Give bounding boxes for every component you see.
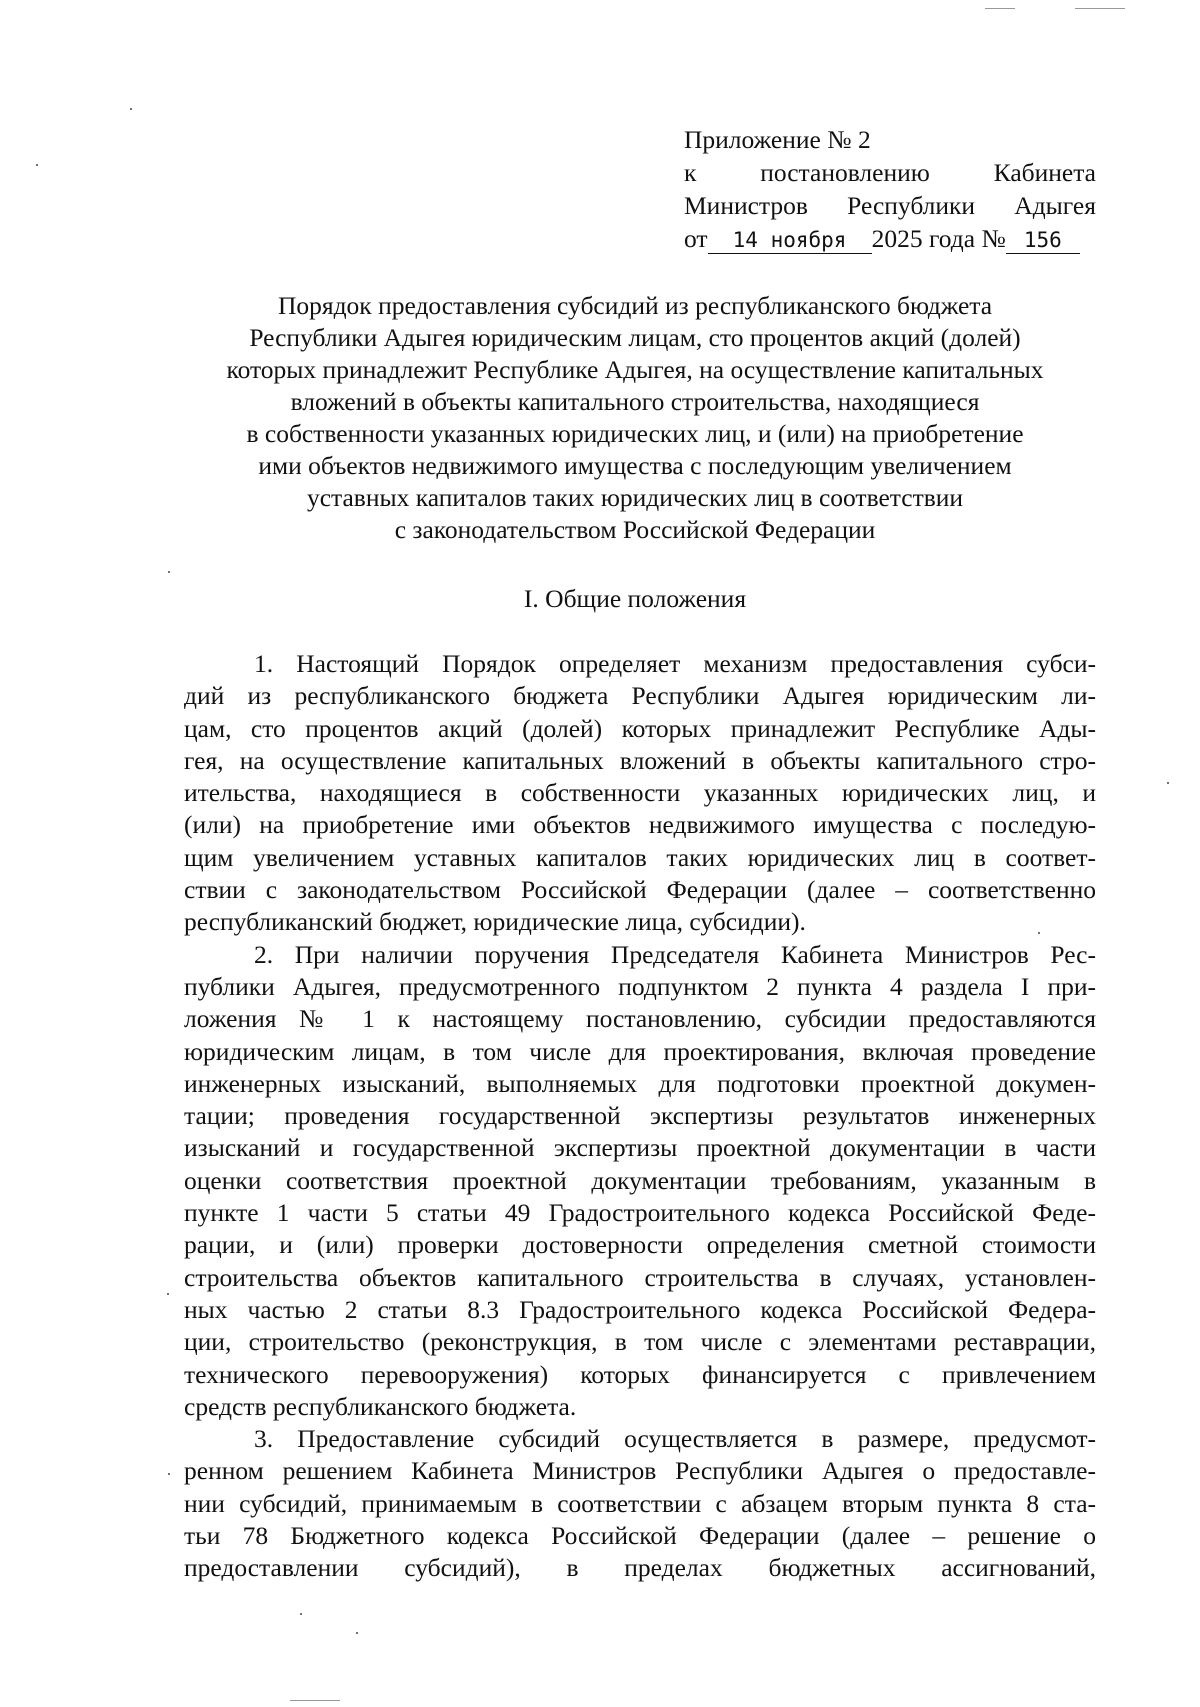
paragraph-line: республиканский бюджет, юридические лица, субсидии). [184,907,806,937]
paragraph-line: строительства объектов капитального строительства в случаях, установлен- [184,1262,1096,1292]
paragraph-line: ренном решением Кабинета Министров Республики Адыгея о предоставле- [184,1456,1096,1486]
annex-word: к [684,158,697,187]
paragraph-line: (или) на приобретение ими объектов недвижимого имущества с последую- [184,810,1096,840]
paragraph-line: нии субсидий, принимаемым в соответствии с абзацем вторым пункта 8 ста- [184,1488,1096,1518]
paragraph-line: щим увеличением уставных капиталов таких юридических лиц в соответ- [184,842,1096,872]
annex-line-2 [684,156,1096,189]
paragraph-line: ствии с законодательством Российской Федерации (далее – соответственно [184,875,1096,905]
scan-speck [356,1632,358,1634]
paragraph-line: публики Адыгея, предусмотренного подпунктом 2 пункта 4 раздела I при- [184,971,1096,1001]
document-title [170,290,1100,546]
scan-speck [168,571,170,573]
paragraph-line: ции, строительство (реконструкция, в том числе с элементами реставрации, [184,1327,1096,1357]
title-line: с законодательством Российской Федерации [394,515,876,544]
annex-title: Приложение № 2 [684,125,871,154]
paragraph-line: технического перевооружения) которых финансируется с привлечением [184,1359,1096,1389]
annex-header [684,123,1096,255]
paragraph-1 [184,648,1096,939]
paragraph-line: тьи 78 Бюджетного кодекса Российской Федерации (далее – решение о [184,1521,1096,1551]
annex-word: Республики [847,191,976,220]
paragraph-line: пункте 1 части 5 статьи 49 Градостроительного кодекса Российской Феде- [184,1198,1096,1228]
paragraph-line: ительства, находящиеся в собственности указанных юридических лиц, и [184,778,1096,808]
title-line: вложений в объекты капитального строительства, находящиеся [290,387,980,416]
title-line: ими объектов недвижимого имущества с последующим увеличением [258,451,1012,480]
scan-speck [300,1613,302,1615]
annex-date-line [684,222,1096,255]
paragraph-line: оценки соответствия проектной документации требованиям, указанным в [184,1165,1096,1195]
annex-date-prefix: от [684,224,708,253]
paragraph-line: инженерных изысканий, выполняемых для подготовки проектной докумен- [184,1068,1096,1098]
annex-word: постановлению [760,158,930,187]
title-line: которых принадлежит Республике Адыгея, на осуществление капитальных [226,355,1044,384]
annex-word: Адыгея [1014,191,1096,220]
paragraph-line: цам, сто процентов акций (долей) которых принадлежит Республике Ады- [184,713,1096,743]
scan-mark [290,1700,340,1701]
paragraph-line: ложения № 1 к настоящему постановлению, субсидии предоставляются [184,1004,1096,1034]
scan-speck [167,1293,169,1295]
title-line: уставных капиталов таких юридических лиц в соответствии [306,483,964,512]
scan-speck [36,164,38,166]
paragraph-line: гея, на осуществление капитальных вложений в объекты капитального стро- [184,745,1096,775]
scan-speck [1038,932,1040,934]
paragraph-line: тации; проведения государственной экспертизы результатов инженерных [184,1101,1096,1131]
annex-word: Кабинета [993,158,1096,187]
paragraph-3 [184,1423,1096,1584]
scan-mark [985,8,1015,9]
paragraph-line: дий из республиканского бюджета Республики Адыгея юридическим ли- [184,681,1096,711]
annex-line-3 [684,189,1096,222]
paragraph-2 [184,939,1096,1423]
paragraph-line: средств республиканского бюджета. [184,1391,577,1421]
paragraph-line: рации, и (или) проверки достоверности определения сметной стоимости [184,1230,1096,1260]
title-line: в собственности указанных юридических лиц, и (или) на приобретение [246,419,1024,448]
annex-word: Министров [684,191,808,220]
paragraph-line: юридическим лицам, в том числе для проектирования, включая проведение [184,1036,1096,1066]
paragraph-line: ных частью 2 статьи 8.3 Градостроительного кодекса Российской Федера- [184,1294,1096,1324]
scan-speck [130,108,132,110]
annex-date-year: 2025 года № [871,224,1006,253]
paragraph-line: 2. При наличии поручения Председателя Кабинета Министров Рес- [254,939,1096,969]
scan-speck [1167,782,1169,784]
paragraph-line: 1. Настоящий Порядок определяет механизм предоставления субси- [254,649,1096,678]
paragraph-line: предоставлении субсидий), в пределах бюджетных ассигнований, [184,1553,1096,1583]
scan-speck [168,1473,170,1475]
title-line: Порядок предоставления субсидий из республиканского бюджета [277,291,993,320]
annex-number-field: 156 [1006,227,1080,254]
paragraph-line: 3. Предоставление субсидий осуществляется в размере, предусмот- [254,1424,1096,1454]
document-body [184,648,1096,1585]
annex-date-field: 14 ноября [708,227,872,254]
title-line: Республики Адыгея юридическим лицам, сто процентов акций (долей) [249,323,1021,352]
scan-mark [1075,8,1125,9]
paragraph-line: изысканий и государственной экспертизы проектной документации в части [184,1133,1096,1163]
section-heading: I. Общие положения [523,584,747,613]
